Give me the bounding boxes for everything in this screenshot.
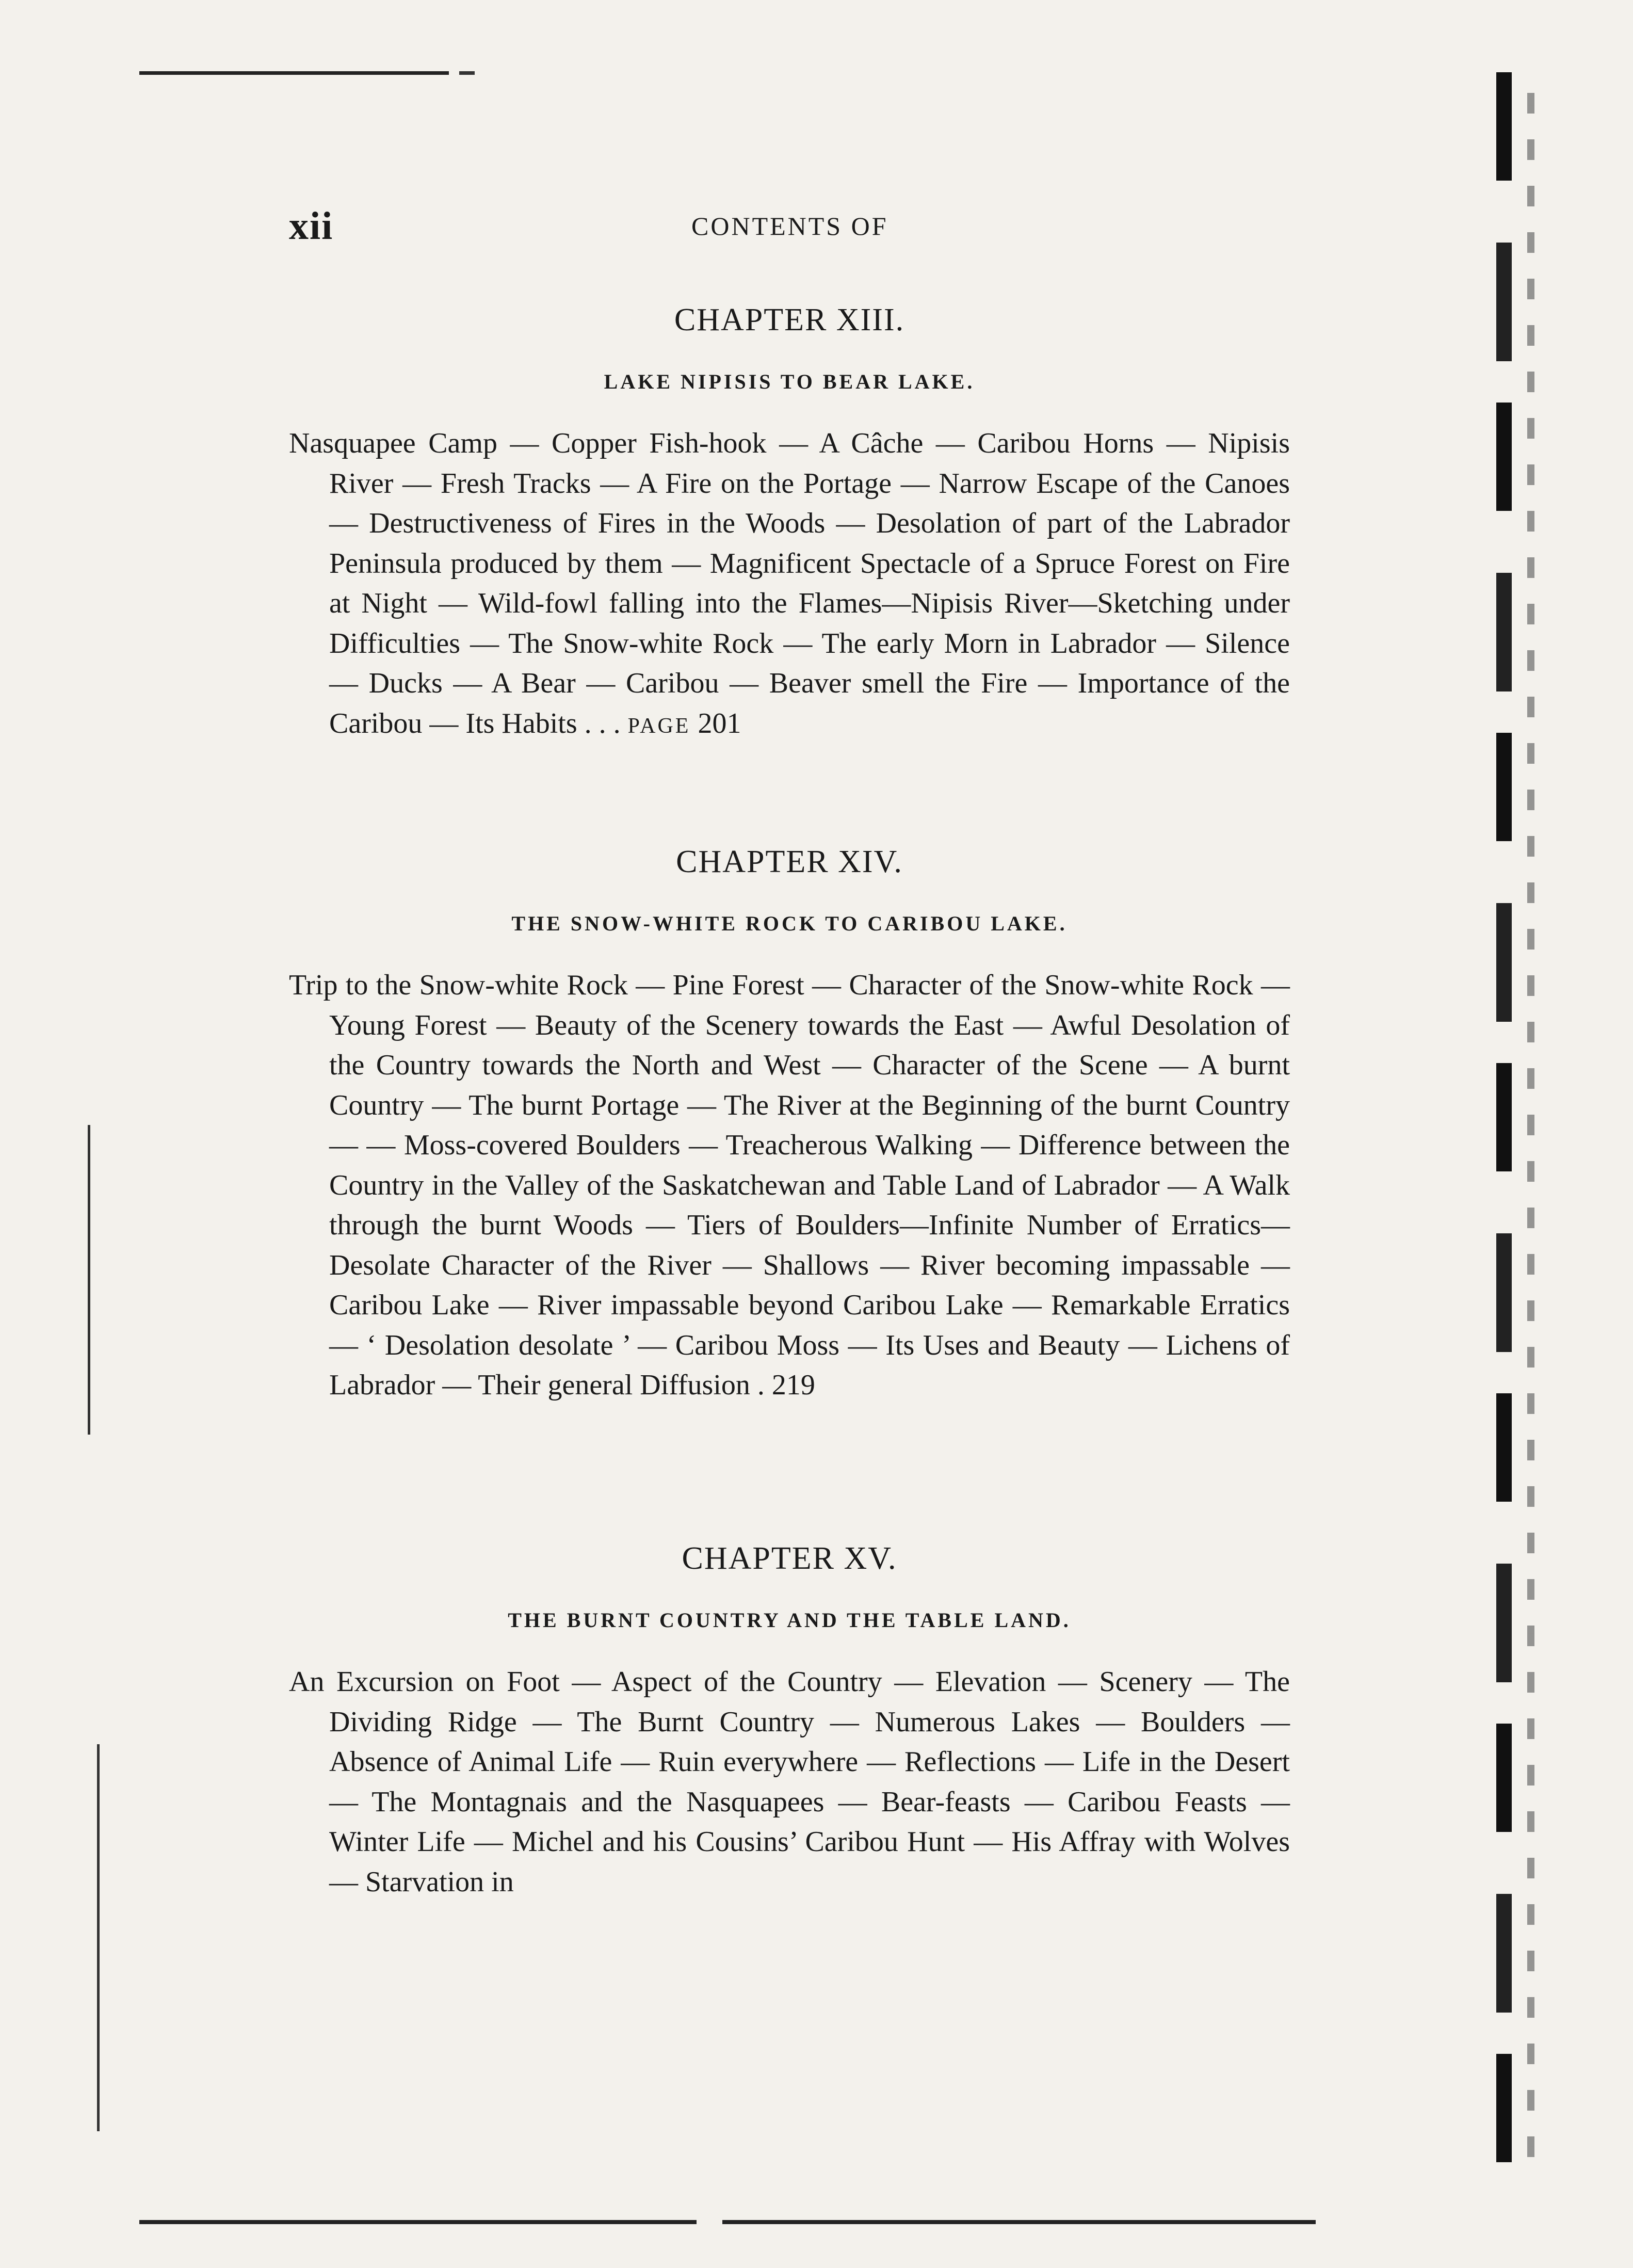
leader-dots: . <box>757 1369 765 1401</box>
page-label: PAGE <box>627 714 691 738</box>
scan-rule-bottom <box>139 2220 697 2224</box>
chapter-summary <box>289 424 1290 746</box>
scan-edge-left-lower <box>97 1744 100 2131</box>
chapter-title: CHAPTER XV. <box>682 1541 897 1576</box>
chapter-subtitle: THE SNOW-WHITE ROCK TO CARIBOU LAKE. <box>511 912 1068 935</box>
chapter-15 <box>289 1540 1290 1931</box>
page-reference <box>585 707 741 739</box>
scan-rule-top <box>139 71 449 75</box>
scan-rule-top-fragment <box>459 71 475 75</box>
chapter-title: CHAPTER XIII. <box>674 302 905 337</box>
chapter-subtitle: THE BURNT COUNTRY AND THE TABLE LAND. <box>508 1608 1071 1632</box>
chapter-summary <box>289 966 1290 1406</box>
chapter-subtitle: LAKE NIPISIS TO BEAR LAKE. <box>604 370 975 393</box>
scan-edge-left-upper <box>88 1125 90 1435</box>
leader-dots: . . . <box>584 707 621 739</box>
scan-edge-right-faint <box>1527 93 1534 2157</box>
chapter-summary <box>289 1662 1290 1902</box>
page-reference <box>757 1369 815 1401</box>
page-value: 219 <box>771 1369 815 1401</box>
scan-rule-bottom-right <box>722 2220 1316 2224</box>
chapter-14 <box>289 844 1290 1435</box>
page-number: xii <box>289 204 334 248</box>
page-header <box>289 204 1300 255</box>
chapter-summary-text: Trip to the Snow-white Rock — Pine Forest — Character of the Snow-white Rock — Young Forest — Beauty of the Scenery towards the East — Awful Desolation of the Country towards the North and West — Character of the Scene — A burnt Country — The burnt Portage — The River at the Beginning of the burnt Country — — Moss-covered Boulders — Treacherous Walking — Difference between the Country in the Valley of the Saskatchewan and Table Land of Labrador — A Walk through the burnt Woods — Tiers of Boulders—Infinite Number of Erratics— Desolate Character of the River — Shallows — River becoming impassable — Caribou Lake — River impassable beyond Caribou Lake — Remarkable Erratics — ‘ Desolation desolate ’ — Caribou Moss — Its Uses and Beauty — Lichens of Labrador — Their general Diffusion <box>289 969 1290 1401</box>
scan-edge-right <box>1496 72 1512 2178</box>
running-head: CONTENTS OF <box>691 212 888 240</box>
chapter-summary-text: An Excursion on Foot — Aspect of the Country — Elevation — Scenery — The Dividing Ridge — The Burnt Country — Numerous Lakes — Boulders — Absence of Animal Life — Ruin everywhere — Reflections — Life in the Desert — The Montagnais and the Nasquapees — Bear-feasts — Caribou Feasts — Winter Life — Michel and his Cousins’ Caribou Hunt — His Affray with Wolves — Starvation in <box>289 1666 1290 1898</box>
chapter-summary-text: Nasquapee Camp — Copper Fish-hook — A Câche — Caribou Horns — Nipisis River — Fresh Tracks — A Fire on the Portage — Narrow Escape of the Canoes — Destructiveness of Fires in the Woods — Desolation of part of the Labrador Peninsula produced by them — Magnificent Spectacle of a Spruce Forest on Fire at Night — Wild-fowl falling into the Flames—Nipisis River—Sketching under Difficulties — The Snow-white Rock — The early Morn in Labrador — Silence — Ducks — A Bear — Caribou — Beaver smell the Fire — Importance of the Caribou — Its Habits <box>289 427 1290 739</box>
chapter-13 <box>289 302 1290 775</box>
chapter-title: CHAPTER XIV. <box>676 844 903 879</box>
page-value: 201 <box>698 707 741 739</box>
